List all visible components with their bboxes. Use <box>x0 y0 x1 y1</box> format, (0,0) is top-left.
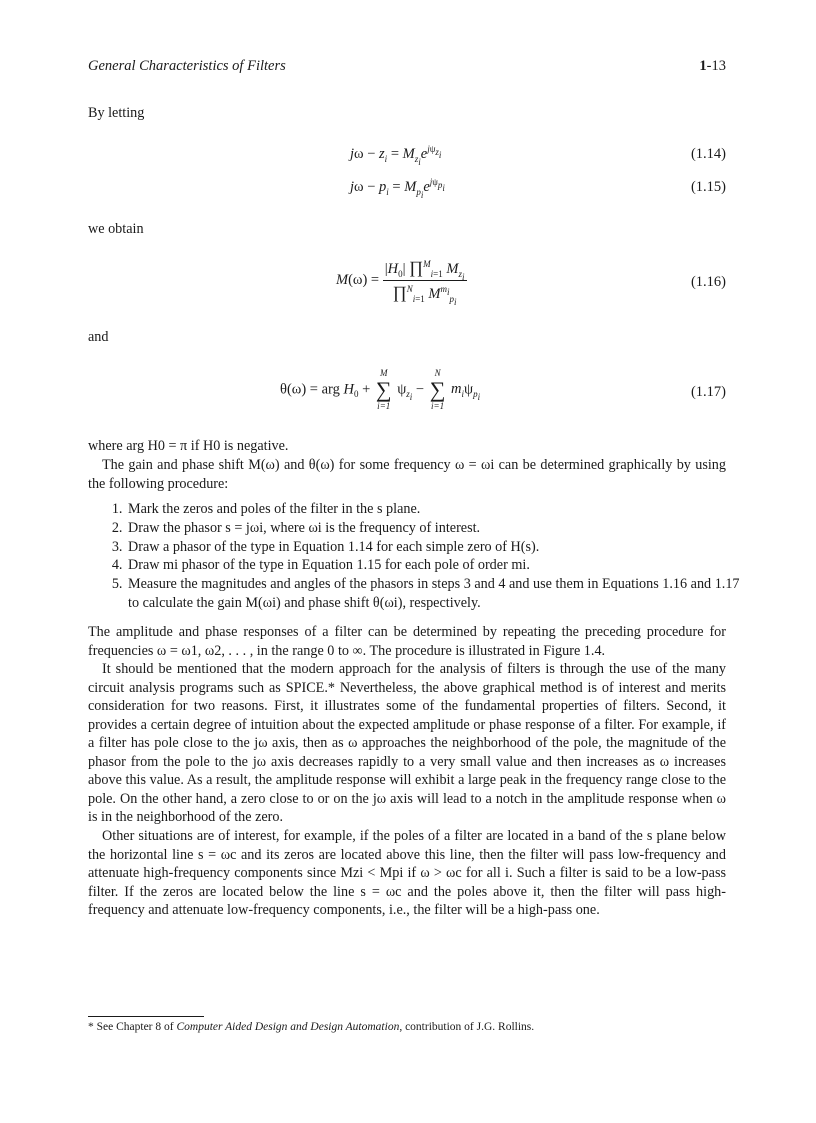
equation-number: (1.15) <box>690 179 726 195</box>
procedure-step: 1. Mark the zeros and poles of the filter in the s plane. <box>126 500 746 519</box>
paragraph-amplitude: The amplitude and phase responses of a filter can be determined by repeating the preceding procedure for frequencies ω = ω1, ω2, . . . , in the range 0 to ∞. The procedure is illustrated in Figure 1.4. <box>88 624 726 659</box>
equation-number: (1.16) <box>690 274 726 290</box>
page <box>88 0 740 1123</box>
procedure-step: 2. Draw the phasor s = jωi, where ωi is the frequency of interest. <box>126 519 746 538</box>
summation: N ∑ i=1 <box>429 368 446 411</box>
footnote-suffix: , contribution of J.G. Rollins. <box>399 1021 535 1033</box>
paragraph-gain-phase: The gain and phase shift M(ω) and θ(ω) for some frequency ω = ωi can be determined graphically by using the following procedure: <box>88 457 726 492</box>
paragraph-other-situations: Other situations are of interest, for example, if the poles of a filter are located in a band of the s plane below the horizontal line s = ωc and its zeros are located above this line, then the filter will pass low-frequency and attenuate high-frequency components since Mzi < Mpi if ω > ωc for all i. Such a filter is said to be a low-pass filter. If the zeros are located below the line s = ωc and the poles above it, then the filter will pass high-frequency and attenuate low-frequency components, i.e., the filter will be a high-pass one. <box>88 828 726 918</box>
equation-1-15 <box>88 179 726 199</box>
page-number <box>699 58 726 75</box>
footnote-book-title: Computer Aided Design and Design Automation <box>176 1021 400 1033</box>
equation-number: (1.14) <box>690 146 726 162</box>
paragraph-modern-approach: It should be mentioned that the modern approach for the analysis of filters is through the use of the many circuit analysis programs such as SPICE.* Nevertheless, the above graphical method is of interest and merits consideration for two reasons. First, it illustrates some of the fundamental properties of filters. Second, it provides a certain degree of intuition about the expected amplitude or phase response of a filter. For example, if a filter has pole close to the jω axis, then as ω approaches the neighborhood of the pole, the magnitude of the phasor from the pole to the jω axis decreases rapidly to a very small value and then increases as ω increases above this value. As a result, the amplitude response will exhibit a large peak in the frequency range close to the pole. On the other hand, a zero close to or on the jω axis will lead to a notch in the amplitude response when ω is in the neighborhood of the zero. <box>88 661 726 825</box>
procedure-step: 5. Measure the magnitudes and angles of the phasors in steps 3 and 4 and use them in Equations 1.16 and 1.17 to calculate the gain M(ωi) and phase shift θ(ωi), respectively. <box>126 575 746 613</box>
intro-text: By letting <box>88 105 145 121</box>
equation-number: (1.17) <box>690 384 726 400</box>
equation-1-15-body: $j\omega - p_i = M_{p_i}e^{j\psi_{p_i}}$ <box>350 177 445 200</box>
page-number-suffix: -13 <box>706 58 726 74</box>
equation-1-16-body: M(ω) = $\frac{|H_0| \prod^M_{i=1} M_{z_i}}{\prod^N_{i=1} M^{m_i}_{p_i}}$ <box>336 258 465 307</box>
procedure-list <box>106 500 746 613</box>
we-obtain-text: we obtain <box>88 221 144 237</box>
chapter-number: 1 <box>699 58 707 74</box>
equation-1-17 <box>88 368 726 418</box>
footnote <box>88 1020 534 1034</box>
running-title: General Characteristics of Filters <box>88 58 286 74</box>
paragraph-where-arg: where arg H0 = π if H0 is negative. <box>88 438 289 454</box>
summation: M ∑ i=1 <box>375 368 392 411</box>
procedure-step: 3. Draw a phasor of the type in Equation 1.14 for each simple zero of H(s). <box>126 538 746 557</box>
equation-1-17-body: θ(ω) = arg $H_0$ + M ∑ i=1 $\psi_{z_i}$ − N ∑ i=1 $m_i\psi_{p_i}$ <box>280 368 481 411</box>
procedure-step: 4. Draw mi phasor of the type in Equation 1.15 for each pole of order mi. <box>126 556 746 575</box>
equation-1-16 <box>88 258 726 308</box>
and-text: and <box>88 329 109 345</box>
footnote-rule <box>88 1016 204 1017</box>
equation-1-14-body: $j\omega - z_i = M_{z_i}e^{j\psi_{z_i}}$ <box>350 144 442 167</box>
fraction: $\frac{|H_0| \prod^M_{i=1} M_{z_i}}{\prod^N_{i=1} M^{m_i}_{p_i}}$ <box>384 258 465 307</box>
equation-1-14 <box>88 146 726 166</box>
page-header <box>88 58 726 78</box>
footnote-prefix: * See Chapter 8 of <box>88 1021 177 1033</box>
